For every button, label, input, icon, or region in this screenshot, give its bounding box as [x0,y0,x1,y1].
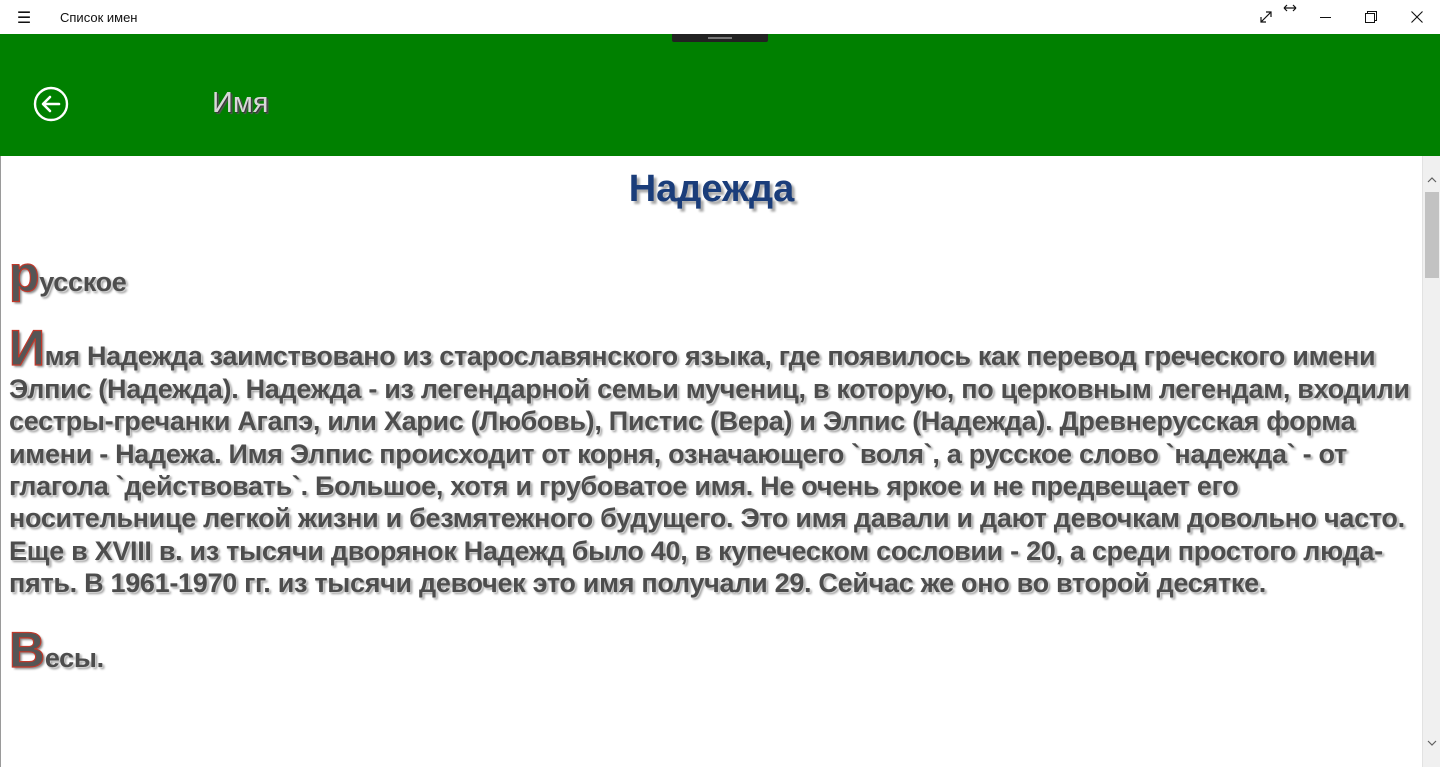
resize-arrows-icon[interactable] [1278,0,1302,34]
chevron-up-icon[interactable] [1423,170,1440,190]
name-details [0,156,1422,767]
description-rest: мя Надежда заимствовано из старославянского языка, где появилось как перевод греческого имени Элпис (Надежда). Надежда - из легендарной семьи мучениц, в которую, по церковным легендам, входили сестры-гречанки Агапэ, или Харис (Любовь), Пистис (Вера) и Элпис (Надежда). Древнерусская форма имени - Надежа. Имя Элпис происходит от корня, означающего `воля`, а русское слово `надежда` - от глагола `действовать`. Большое, хотя и грубоватое имя. Не очень яркое и не предвещает его носительнице легкой жизни и безмятежного будущего. Это имя давали и дают девочкам довольно часто. Еще в XVIII в. из тысячи дворянок Надежд было 40, в купеческом сословии - 20, а среди простого люда- пять. В 1961-1970 гг. из тысячи девочек это имя получали 29. Сейчас же оно во второй десятке. [9,341,1410,599]
close-icon[interactable] [1394,0,1440,34]
origin-rest: усское [39,267,127,297]
drag-handle[interactable] [672,34,768,42]
back-arrow-icon[interactable] [32,85,70,123]
restore-icon[interactable] [1348,0,1394,34]
zodiac-rest: есы. [44,642,104,673]
origin-text [9,246,1414,302]
description-dropcap: И [9,320,45,377]
hamburger-icon[interactable]: ☰ [16,7,32,27]
zodiac-text [9,621,1414,678]
page-header [0,34,1440,156]
header-title: Имя [212,87,269,119]
title-bar [0,0,1440,34]
minimize-icon[interactable] [1302,0,1348,34]
zodiac-dropcap: В [9,621,45,678]
window-title: Список имен [60,9,138,25]
expand-icon[interactable] [1254,0,1278,34]
name-title: Надежда [628,168,795,210]
description-text [9,320,1414,599]
chevron-down-icon[interactable] [1423,733,1440,753]
scroll-thumb[interactable] [1425,192,1439,278]
origin-dropcap: р [9,246,40,302]
vertical-scrollbar[interactable] [1422,156,1440,767]
window-controls [1254,0,1440,34]
